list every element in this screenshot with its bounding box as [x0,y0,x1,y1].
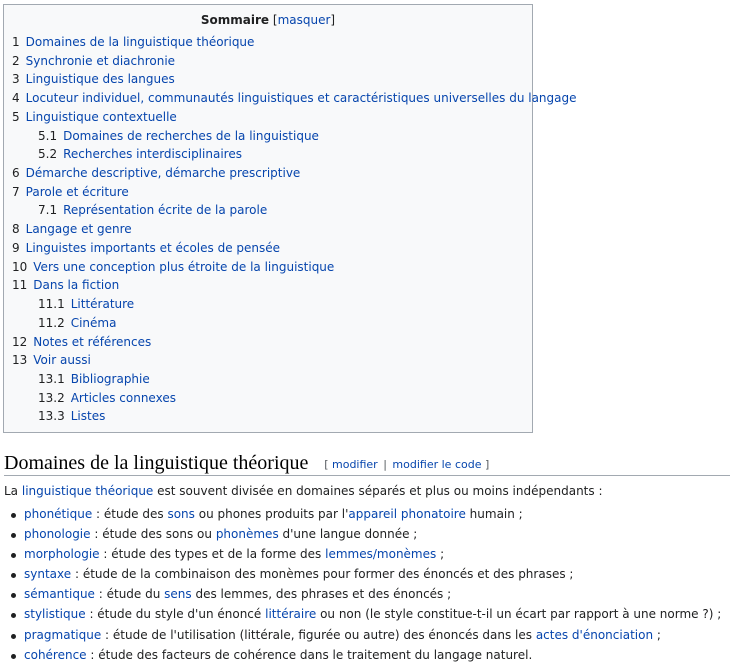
toc-item[interactable] [12,108,577,127]
list-item-text: ; [653,627,661,642]
list-item [10,524,721,544]
toc-item-link[interactable]: Cinéma [70,315,117,330]
list-item [10,544,721,564]
list-item-text: : étude de l'utilisation (littérale, figurée ou autre) des énoncés dans les [101,627,536,642]
toc-toggle-link[interactable]: masquer [277,13,331,27]
toc-item-link[interactable]: Linguistique des langues [25,72,175,87]
toc-item-number: 5.1 [38,128,58,143]
list-item [10,504,721,524]
toc-item-number: 2 [12,53,20,68]
toc-item[interactable] [12,314,577,333]
edit-bracket-open: [ [324,458,329,471]
toc-item-number: 13 [12,353,28,368]
bullet-icon [11,654,16,659]
article-link[interactable]: sens [164,587,192,602]
toc-list [12,33,577,426]
list-item-text: : étude du [94,587,165,602]
toc-item-link[interactable]: Locuteur individuel, communautés linguistiques et caractéristiques universelles du langage [25,91,577,106]
toc-item-number: 13.1 [38,371,65,386]
bullet-icon [11,634,16,639]
list-item-text: : étude des types et de la forme des [99,547,326,562]
toc-item-link[interactable]: Représentation écrite de la parole [63,203,268,218]
article-link[interactable]: sons [167,507,195,521]
toc-title: Sommaire [200,13,270,27]
toc-header [4,13,532,27]
toc-item-number: 5 [12,109,20,124]
toc-item-number: 4 [12,91,20,106]
list-item-text: ; [436,547,445,562]
list-item-text: ou phones produits par l' [194,507,349,521]
toc-item-link[interactable]: Littérature [70,297,135,312]
intro-paragraph [4,481,603,501]
article-link[interactable]: appareil phonatoire [348,507,466,521]
toc-item-number: 1 [12,35,20,49]
edit-link[interactable]: modifier [332,458,378,471]
list-item [10,625,721,645]
bullet-icon [11,593,16,598]
toc-bracket-close: ] [330,13,336,27]
toc-item-number: 9 [12,240,20,255]
list-item-text: : étude du style d'un énoncé [85,607,266,622]
list-item [10,604,721,624]
toc-item[interactable] [12,127,577,146]
list-item-text: d'une langue donnée ; [278,527,418,542]
article-link[interactable]: sémantique [24,587,95,602]
list-item-text: ou non (le style constitue-t-il un écart par rapport à une norme ?) ; [316,607,722,622]
toc-bracket-open: [ [272,13,278,27]
toc-item[interactable] [12,239,577,258]
edit-section-links [324,450,489,480]
article-link[interactable]: phonologie [24,527,91,542]
toc-item[interactable] [12,370,577,389]
article-link[interactable]: stylistique [24,607,86,622]
edit-bracket-close: ] [484,458,490,471]
toc-item-link[interactable]: Domaines de la linguistique théorique [25,35,255,49]
toc-item[interactable] [12,295,577,314]
toc-item[interactable] [12,183,577,202]
article-link[interactable]: morphologie [24,547,100,562]
toc-item-number: 6 [12,166,20,181]
toc-item-link[interactable]: Vers une conception plus étroite de la linguistique [33,259,335,274]
toc-item[interactable] [12,33,577,52]
toc-item[interactable] [12,164,577,183]
bullet-icon [11,573,16,578]
toc-item-link[interactable]: Linguistique contextuelle [25,109,177,124]
toc-item-link[interactable]: Synchronie et diachronie [25,53,176,68]
article-link[interactable]: littéraire [265,607,317,622]
bullet-icon [11,613,16,618]
toc-item[interactable] [12,145,577,164]
list-item-text: : étude des facteurs de cohérence dans le traitement du langage naturel. [86,647,533,662]
edit-separator: | [383,458,387,471]
list-item-text: : étude des sons ou [90,527,216,542]
toc-item[interactable] [12,220,577,239]
toc-item-number: 10 [12,259,28,274]
toc-item-link[interactable]: Listes [70,409,106,424]
article-link[interactable]: cohérence [24,647,87,662]
table-of-contents [3,4,577,433]
list-item-text: des lemmes, des phrases et des énoncés ; [191,587,452,602]
toc-item-link[interactable]: Parole et écriture [25,184,129,199]
list-item-text: : étude de la combinaison des monèmes pour former des énoncés et des phrases ; [71,567,574,582]
bullet-icon [11,553,16,558]
toc-item[interactable] [12,201,577,220]
toc-item-number: 11.2 [38,315,65,330]
toc-item-number: 3 [12,72,20,87]
article-link[interactable]: actes d'énonciation [535,627,654,642]
toc-item-link[interactable]: Démarche descriptive, démarche prescriptive [25,166,301,181]
toc-item-number: 11 [12,278,28,293]
toc-item-link[interactable]: Notes et références [33,334,152,349]
toc-item-link[interactable]: Dans la fiction [33,278,120,293]
toc-item-link[interactable]: Bibliographie [70,371,150,386]
toc-item[interactable] [12,333,577,352]
intro-text: La [4,484,22,498]
list-item-text: humain ; [465,507,523,521]
intro-link[interactable]: linguistique théorique [21,484,154,498]
article-link[interactable]: lemmes/monèmes [325,547,437,562]
list-item [10,584,721,604]
article-link[interactable]: pragmatique [24,627,102,642]
list-item-text: : étude des [92,507,168,521]
toc-item[interactable] [12,389,577,408]
bullet-icon [11,513,16,518]
article-link[interactable]: phonétique [24,507,93,521]
toc-item-link[interactable]: Domaines de recherches de la linguistique [63,128,319,143]
toc-item-link[interactable]: Voir aussi [33,353,91,368]
list-item [10,564,721,584]
toc-item-number: 5.2 [38,147,58,162]
toc-item[interactable] [12,258,577,277]
toc-item-link[interactable]: Recherches interdisciplinaires [63,147,242,162]
list-item [10,645,721,665]
toc-item-number: 8 [12,222,20,237]
toc-item[interactable] [12,276,577,295]
toc-item-number: 7 [12,184,20,199]
toc-item-link[interactable]: Linguistes importants et écoles de pensée [25,240,281,255]
toc-item[interactable] [12,89,577,108]
toc-item-link[interactable]: Langage et genre [25,222,132,237]
domains-list [10,504,721,665]
toc-item[interactable] [12,70,577,89]
toc-item[interactable] [12,351,577,370]
toc-item[interactable] [12,52,577,71]
bullet-icon [11,533,16,538]
toc-item[interactable] [12,407,577,426]
edit-source-link[interactable]: modifier le code [392,458,482,471]
toc-item-number: 13.2 [38,390,65,405]
article-link[interactable]: phonèmes [215,527,279,542]
intro-text: est souvent divisée en domaines séparés et plus ou moins indépendants : [153,484,603,498]
toc-item-number: 7.1 [38,203,58,218]
toc-item-number: 13.3 [38,409,65,424]
section-heading [4,450,730,476]
toc-item-number: 12 [12,334,28,349]
article-link[interactable]: syntaxe [24,567,72,582]
section-title: Domaines de la linguistique théorique [4,452,309,474]
toc-item-number: 11.1 [38,297,65,312]
toc-item-link[interactable]: Articles connexes [70,390,176,405]
